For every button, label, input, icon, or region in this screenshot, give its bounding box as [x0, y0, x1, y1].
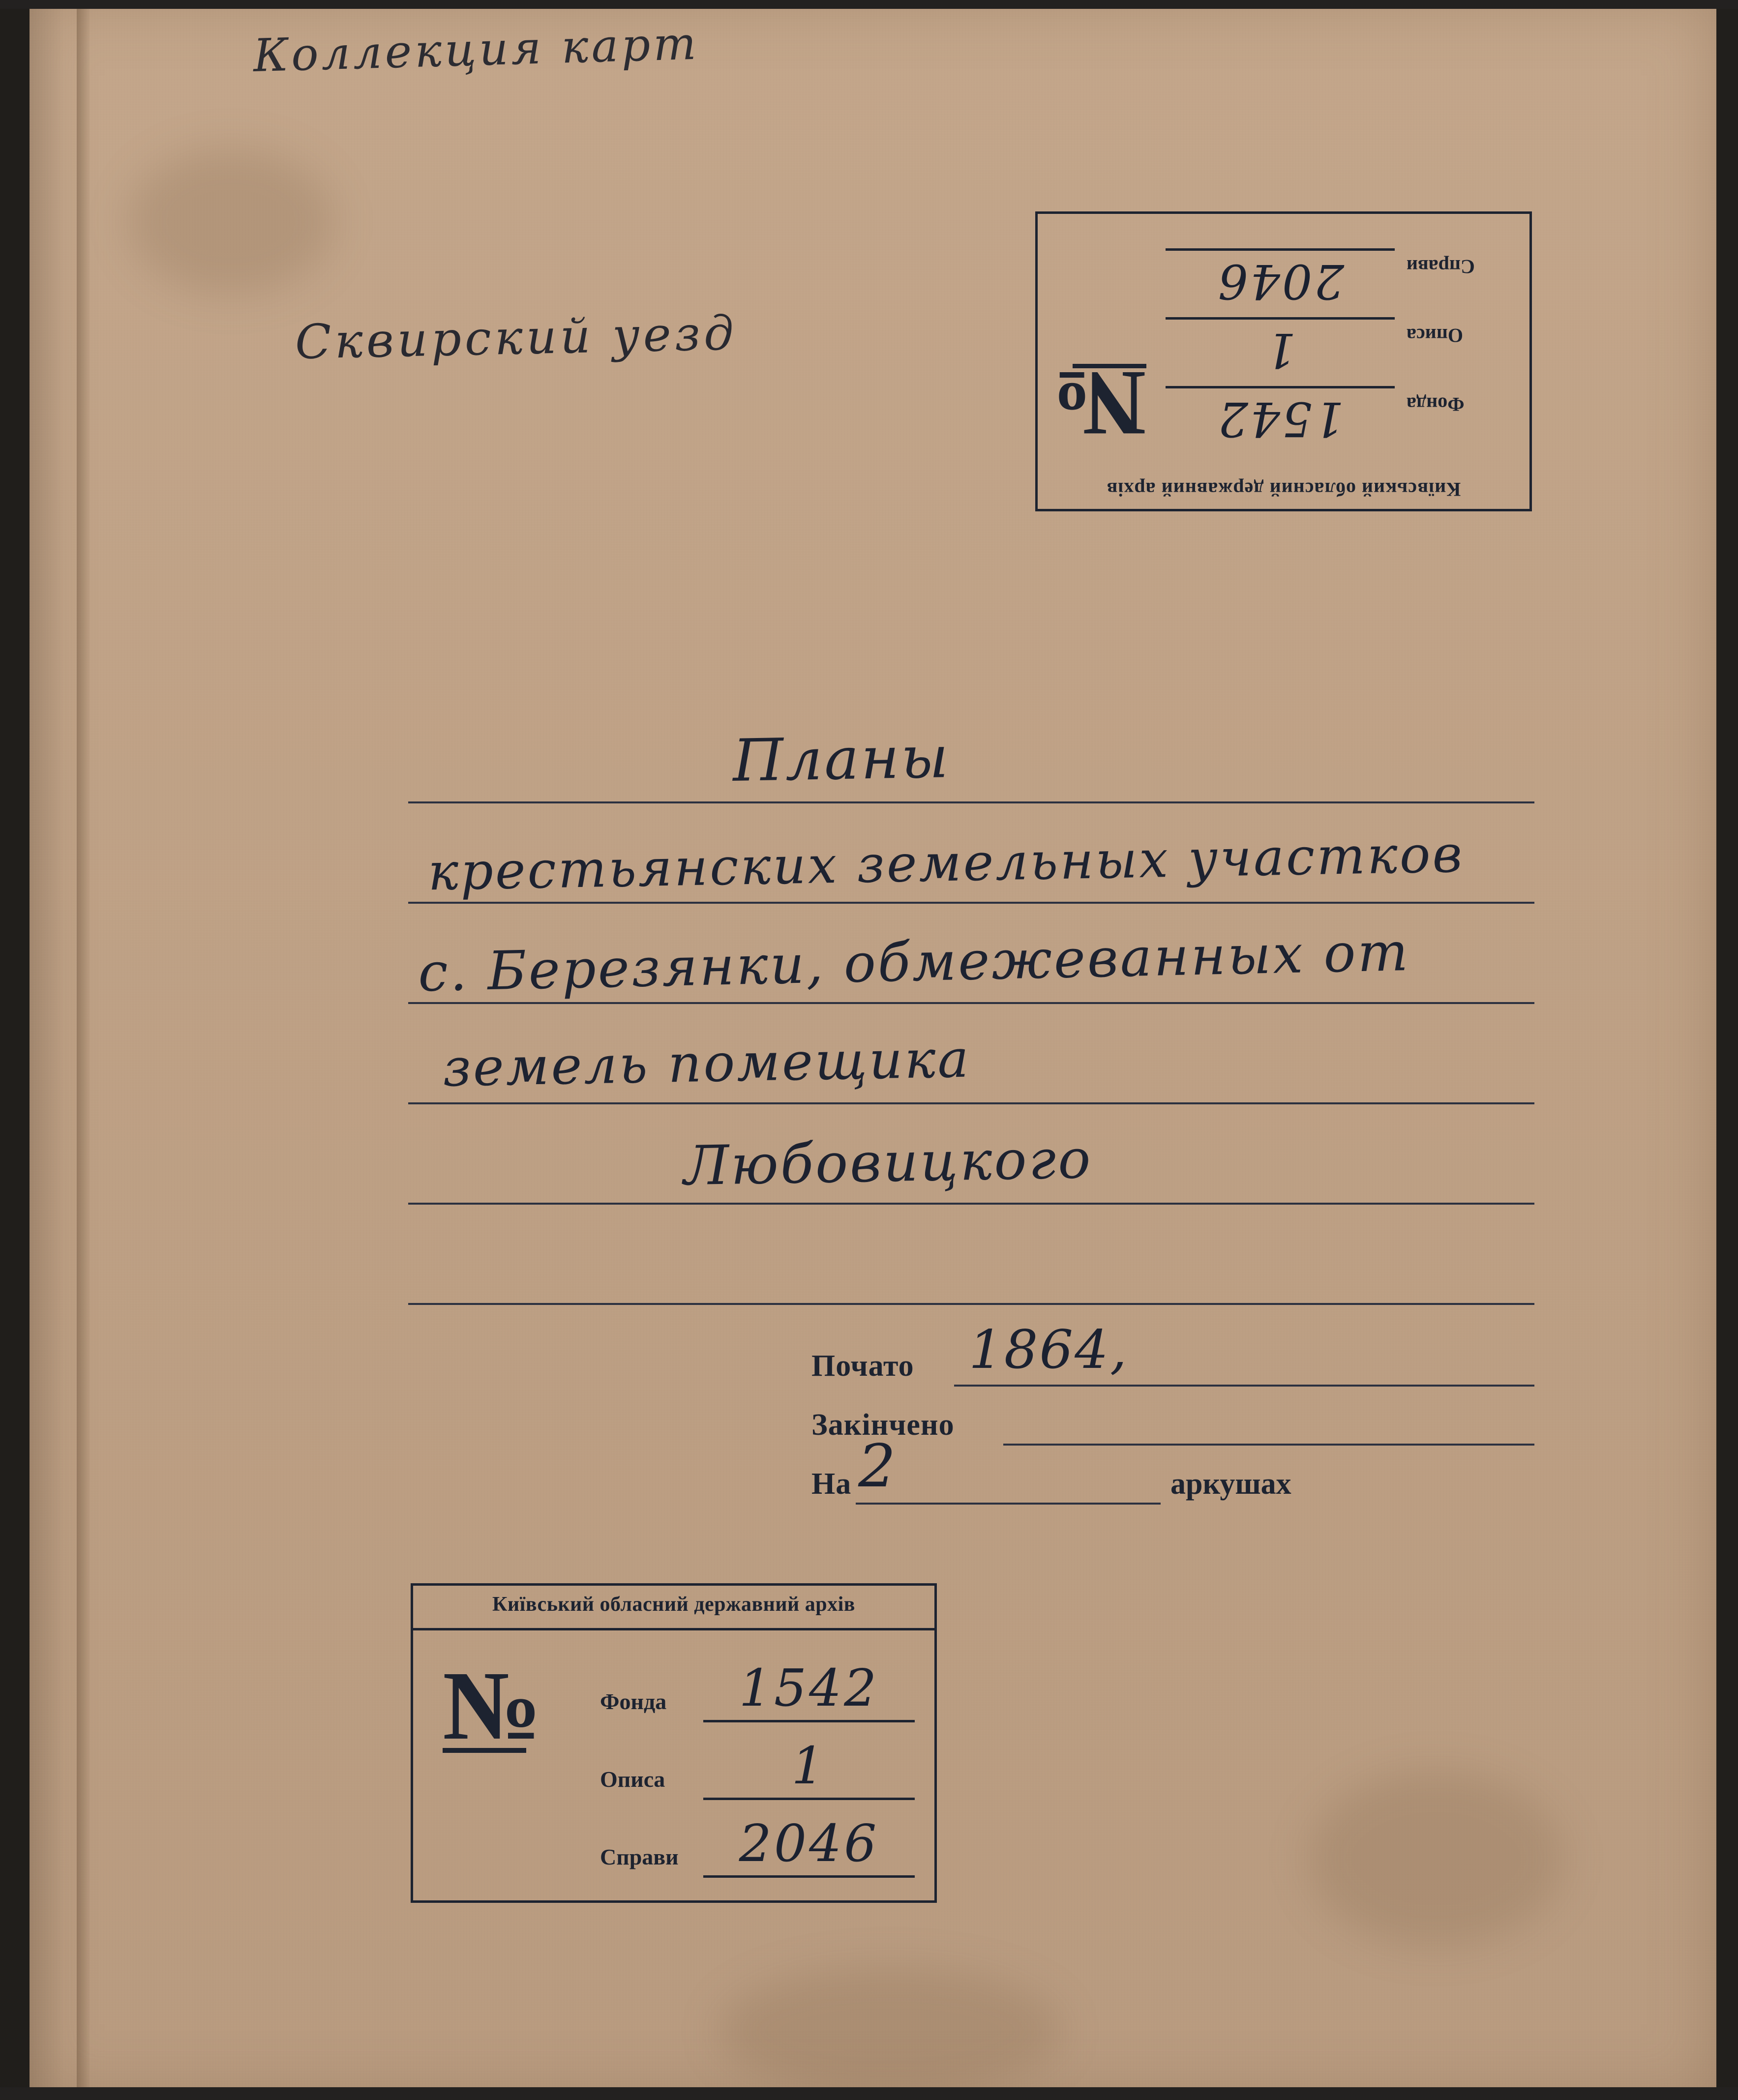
archive-stamp-bottom-no-symbol — [443, 1652, 541, 1760]
title-line — [408, 703, 1534, 803]
title-line — [408, 803, 1534, 904]
archive-stamp-top-row — [1166, 386, 1510, 455]
finished-row — [811, 1391, 1534, 1450]
binding-fold-shadow — [77, 0, 90, 2100]
opis-value: 1 — [1166, 317, 1395, 378]
title-line-text: Любовицкого — [683, 1127, 1093, 1198]
scan-edge-bottom — [0, 2087, 1738, 2100]
fond-value: 1542 — [703, 1658, 915, 1722]
fond-label: Фонда — [600, 1689, 667, 1714]
sheets-suffix-label: аркушах — [1170, 1467, 1291, 1501]
started-rule — [954, 1385, 1534, 1387]
finished-label: Закінчено — [811, 1408, 955, 1442]
archive-stamp-top-row — [1166, 317, 1510, 386]
title-line-text: с. Березянки, обмежеванных от — [417, 921, 1411, 1004]
started-label: Почато — [811, 1349, 914, 1383]
archive-stamp-top-rows — [1166, 248, 1510, 455]
no-symbol-glyph: № — [1052, 352, 1146, 455]
handwritten-collection-note: Коллекция карт — [252, 17, 700, 82]
title-line-text: крестьянских земельных участков — [427, 824, 1465, 902]
opis-label: Опиcа — [1407, 325, 1463, 347]
sheets-prefix-label: На — [811, 1467, 852, 1501]
no-symbol-glyph: № — [443, 1652, 541, 1760]
archive-stamp-bottom-title-rule — [413, 1628, 934, 1630]
archive-stamp-bottom-row — [600, 1800, 915, 1878]
sheets-row — [811, 1432, 1534, 1509]
title-block — [408, 703, 1534, 1305]
title-line-text: земель помещика — [442, 1028, 971, 1098]
archive-stamp-top — [1035, 211, 1532, 511]
title-line-text: Планы — [732, 723, 951, 795]
folder-metadata-block — [811, 1319, 1534, 1509]
paper-blotch — [1308, 1770, 1564, 1947]
fond-value: 1542 — [1166, 386, 1395, 446]
archive-stamp-bottom-row — [600, 1645, 915, 1722]
sheets-count-value: 2 — [858, 1432, 898, 1501]
archive-stamp-top-row — [1166, 248, 1510, 317]
handwritten-uezd-note: Сквирский уезд — [294, 305, 738, 370]
archive-stamp-bottom-row — [600, 1722, 915, 1800]
finished-rule — [1003, 1444, 1534, 1446]
opis-label: Опиcа — [600, 1767, 665, 1792]
archive-stamp-bottom-title: Київський обласний державний архів — [492, 1593, 855, 1616]
title-line — [408, 904, 1534, 1004]
opis-value: 1 — [703, 1736, 915, 1800]
scan-edge-top — [0, 0, 1738, 9]
sprava-label: Справи — [600, 1844, 679, 1869]
paper-blotch — [718, 1967, 1062, 2095]
sprava-value: 2046 — [703, 1813, 915, 1878]
title-line-blank — [408, 1205, 1534, 1305]
scan-edge-left — [0, 0, 30, 2100]
archive-stamp-top-title: Київський обласний державний архів — [1106, 478, 1461, 501]
archive-stamp-bottom-rows — [600, 1645, 915, 1878]
title-line — [408, 1004, 1534, 1104]
sprava-label: Справи — [1407, 256, 1475, 278]
sheets-rule — [856, 1503, 1161, 1505]
archival-folder-cover — [30, 0, 1716, 2100]
paper-blotch — [128, 148, 334, 295]
title-line — [408, 1104, 1534, 1205]
archive-stamp-top-no-symbol — [1052, 352, 1146, 455]
sprava-value: 2046 — [1166, 248, 1395, 309]
fond-label: Фонда — [1407, 393, 1465, 415]
started-row — [811, 1319, 1534, 1391]
archive-stamp-bottom — [411, 1583, 937, 1903]
started-value: 1864, — [969, 1319, 1129, 1381]
scan-edge-right — [1716, 0, 1738, 2100]
